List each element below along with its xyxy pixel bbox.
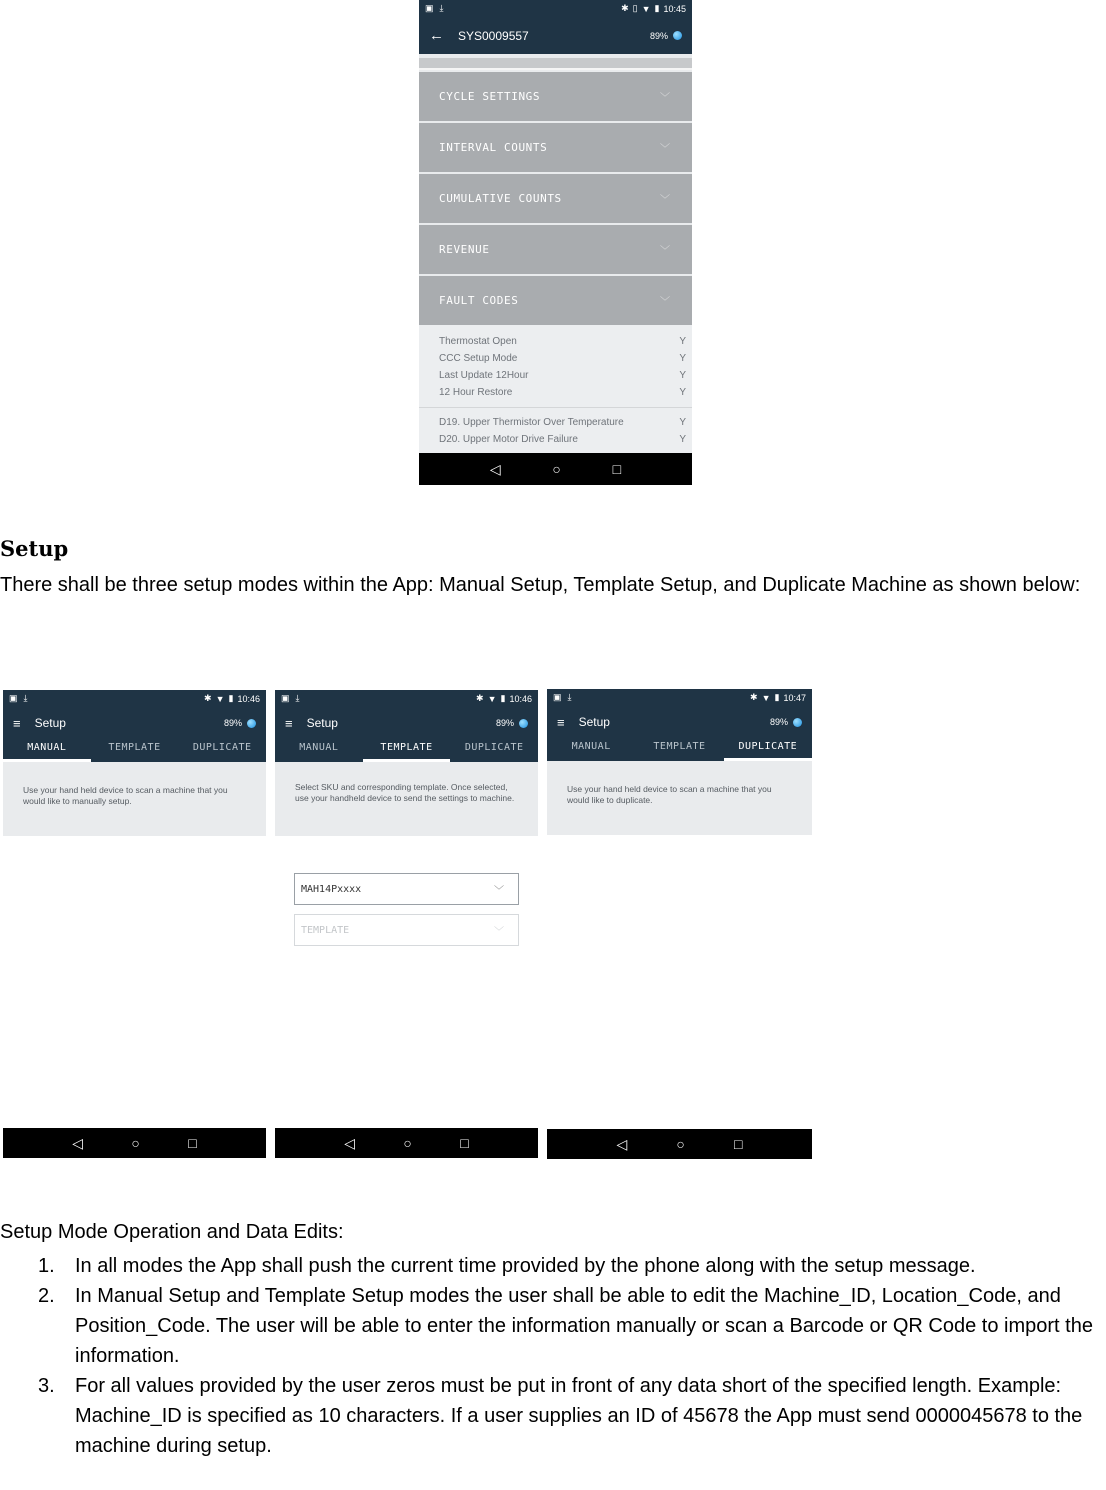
- section-label: INTERVAL COUNTS: [439, 141, 548, 154]
- instruction-text: Select SKU and corresponding template. Once selected, use your handheld device to send the settings to machine.: [275, 762, 538, 836]
- chevron-down-icon: ﹀: [660, 297, 670, 308]
- manual-setup-screenshot: [3, 690, 266, 836]
- list-item: [0, 1371, 1106, 1461]
- chevron-down-icon: ﹀: [494, 885, 504, 897]
- section-interval-counts[interactable]: [419, 123, 692, 172]
- setup-tabs: [3, 739, 266, 762]
- back-triangle-icon[interactable]: ◁: [616, 1135, 628, 1152]
- battery-level: 89%: [495, 718, 514, 728]
- list-item: CCC Setup Mode Y: [439, 353, 686, 364]
- section-label: FAULT CODES: [439, 294, 519, 307]
- download-icon: ⤓: [567, 692, 572, 702]
- chevron-down-icon: ﹀: [660, 93, 670, 104]
- image-icon: ▣: [553, 692, 562, 702]
- download-icon: ⤓: [439, 3, 444, 13]
- section-heading: Setup: [0, 536, 69, 561]
- status-bar: [547, 689, 812, 706]
- list-item: D20. Upper Motor Drive Failure Y: [439, 434, 686, 445]
- status-bar: [275, 690, 538, 707]
- back-triangle-icon[interactable]: ◁: [344, 1134, 355, 1151]
- list-item: Thermostat Open Y: [439, 336, 686, 347]
- recents-square-icon[interactable]: □: [188, 1135, 197, 1151]
- connection-status-icon: [247, 719, 256, 728]
- item-text: In all modes the App shall push the current time provided by the phone along with the setup message.: [75, 1255, 976, 1277]
- operations-heading: Setup Mode Operation and Data Edits:: [0, 1221, 344, 1243]
- android-nav-bar: [3, 1128, 266, 1158]
- template-dropdown[interactable]: [294, 914, 519, 946]
- app-bar: [547, 706, 812, 738]
- home-circle-icon[interactable]: ○: [403, 1135, 412, 1151]
- menu-icon[interactable]: ≡: [13, 715, 21, 731]
- battery-level: 89%: [223, 718, 242, 728]
- image-icon: ▣: [9, 693, 18, 703]
- sku-value: MAH14Pxxxx: [301, 883, 362, 895]
- back-triangle-icon[interactable]: ◁: [489, 460, 501, 477]
- app-bar: [3, 707, 266, 739]
- screen-title: Setup: [578, 715, 610, 729]
- section-cycle-settings[interactable]: [419, 72, 692, 121]
- machine-title: SYS0009557: [458, 28, 529, 43]
- app-bar: [419, 17, 692, 54]
- download-icon: ⤓: [23, 693, 28, 703]
- section-cumulative-counts[interactable]: [419, 174, 692, 223]
- list-item: D19. Upper Thermistor Over Temperature Y: [439, 417, 686, 428]
- image-icon: ▣: [281, 693, 290, 703]
- bluetooth-icon: ✱: [621, 3, 629, 13]
- recents-square-icon[interactable]: □: [612, 461, 622, 477]
- setup-tabs: [275, 739, 538, 762]
- collapsed-section-strip: [419, 58, 692, 70]
- status-bar: [419, 0, 692, 17]
- status-time: 10:45: [663, 3, 686, 14]
- app-bar: [275, 707, 538, 739]
- bluetooth-icon: ✱: [750, 692, 758, 702]
- wifi-icon: ▼: [761, 692, 771, 703]
- vibrate-icon: ▯: [632, 3, 638, 13]
- tab-duplicate[interactable]: DUPLICATE: [192, 742, 252, 753]
- chevron-down-icon: ﹀: [660, 246, 670, 257]
- bluetooth-icon: ✱: [204, 693, 212, 703]
- battery-icon: ▮: [774, 692, 780, 702]
- connection-status-icon: [519, 719, 528, 728]
- menu-icon[interactable]: ≡: [285, 715, 293, 731]
- status-time: 10:47: [783, 692, 806, 703]
- recents-square-icon[interactable]: □: [733, 1136, 743, 1152]
- home-circle-icon[interactable]: ○: [131, 1135, 140, 1151]
- status-time: 10:46: [509, 693, 532, 704]
- tab-duplicate[interactable]: DUPLICATE: [724, 738, 812, 761]
- duplicate-setup-screenshot: [547, 689, 812, 835]
- list-item: Last Update 12Hour Y: [439, 370, 686, 381]
- tab-template[interactable]: TEMPLATE: [363, 739, 451, 762]
- item-text: In Manual Setup and Template Setup modes the user shall be able to edit the Machine_ID, Location_Code, and Position_Code. The user will be able to enter the information manually or scan a Barcode or QR Code to import the information.: [75, 1285, 1093, 1367]
- bluetooth-icon: ✱: [476, 693, 484, 703]
- list-item: 12 Hour Restore Y: [439, 387, 686, 398]
- tab-manual[interactable]: MANUAL: [3, 739, 91, 762]
- divider: [419, 407, 692, 408]
- status-time: 10:46: [237, 693, 260, 704]
- status-bar: [3, 690, 266, 707]
- template-setup-screenshot: [275, 690, 538, 836]
- android-nav-bar: [275, 1128, 538, 1158]
- template-placeholder: TEMPLATE: [301, 924, 350, 936]
- tab-template[interactable]: TEMPLATE: [653, 741, 706, 752]
- battery-icon: ▮: [654, 3, 660, 13]
- fault-code-list: [419, 325, 692, 453]
- download-icon: ⤓: [295, 693, 300, 703]
- tab-manual[interactable]: MANUAL: [571, 741, 611, 752]
- wifi-icon: ▼: [215, 693, 225, 704]
- item-number: 3.: [38, 1375, 55, 1397]
- setup-tabs: [547, 738, 812, 761]
- connection-status-icon: [673, 31, 682, 40]
- tab-manual[interactable]: MANUAL: [299, 742, 339, 753]
- battery-icon: ▮: [228, 693, 234, 703]
- chevron-down-icon: ﹀: [660, 144, 670, 155]
- screen-title: Setup: [34, 716, 66, 730]
- section-label: CUMULATIVE COUNTS: [439, 192, 562, 205]
- section-revenue[interactable]: [419, 225, 692, 274]
- sku-dropdown[interactable]: [294, 873, 519, 905]
- wifi-icon: ▼: [487, 693, 497, 704]
- item-number: 2.: [38, 1285, 55, 1307]
- tab-template[interactable]: TEMPLATE: [108, 742, 161, 753]
- chevron-down-icon: ﹀: [494, 926, 504, 938]
- tab-duplicate[interactable]: DUPLICATE: [464, 742, 524, 753]
- wifi-icon: ▼: [641, 3, 651, 14]
- menu-icon[interactable]: ≡: [557, 714, 565, 730]
- home-circle-icon[interactable]: ○: [676, 1136, 685, 1152]
- android-nav-bar: [419, 453, 692, 485]
- back-arrow-icon[interactable]: ←: [429, 27, 444, 44]
- item-text: For all values provided by the user zeros must be put in front of any data short of the specified length. Example: Machine_ID is specified as 10 characters. If a user supplies an ID of 45678 the App must send 0000045678 to the machine during setup.: [75, 1375, 1083, 1457]
- battery-level: 89%: [769, 717, 788, 727]
- intro-paragraph: There shall be three setup modes within the App: Manual Setup, Template Setup, and Duplicate Machine as shown below:: [0, 574, 1081, 596]
- back-triangle-icon[interactable]: ◁: [72, 1134, 83, 1151]
- instruction-text: Use your hand held device to scan a machine that you would like to duplicate.: [547, 761, 812, 835]
- recents-square-icon[interactable]: □: [460, 1135, 469, 1151]
- chevron-down-icon: ﹀: [660, 195, 670, 206]
- list-item: [0, 1251, 1106, 1281]
- section-label: REVENUE: [439, 243, 490, 256]
- battery-icon: ▮: [500, 693, 506, 703]
- home-circle-icon[interactable]: ○: [552, 461, 561, 477]
- item-number: 1.: [38, 1255, 55, 1277]
- android-nav-bar: [547, 1129, 812, 1159]
- connection-status-icon: [793, 718, 802, 727]
- section-label: CYCLE SETTINGS: [439, 90, 541, 103]
- section-fault-codes[interactable]: [419, 276, 692, 325]
- fault-codes-screenshot: [419, 0, 692, 485]
- list-item: [0, 1281, 1106, 1371]
- screen-title: Setup: [306, 716, 338, 730]
- image-icon: ▣: [425, 3, 434, 13]
- instruction-text: Use your hand held device to scan a machine that you would like to manually setup.: [3, 762, 266, 836]
- operations-list: [0, 1251, 1106, 1461]
- battery-level: 89%: [649, 30, 668, 41]
